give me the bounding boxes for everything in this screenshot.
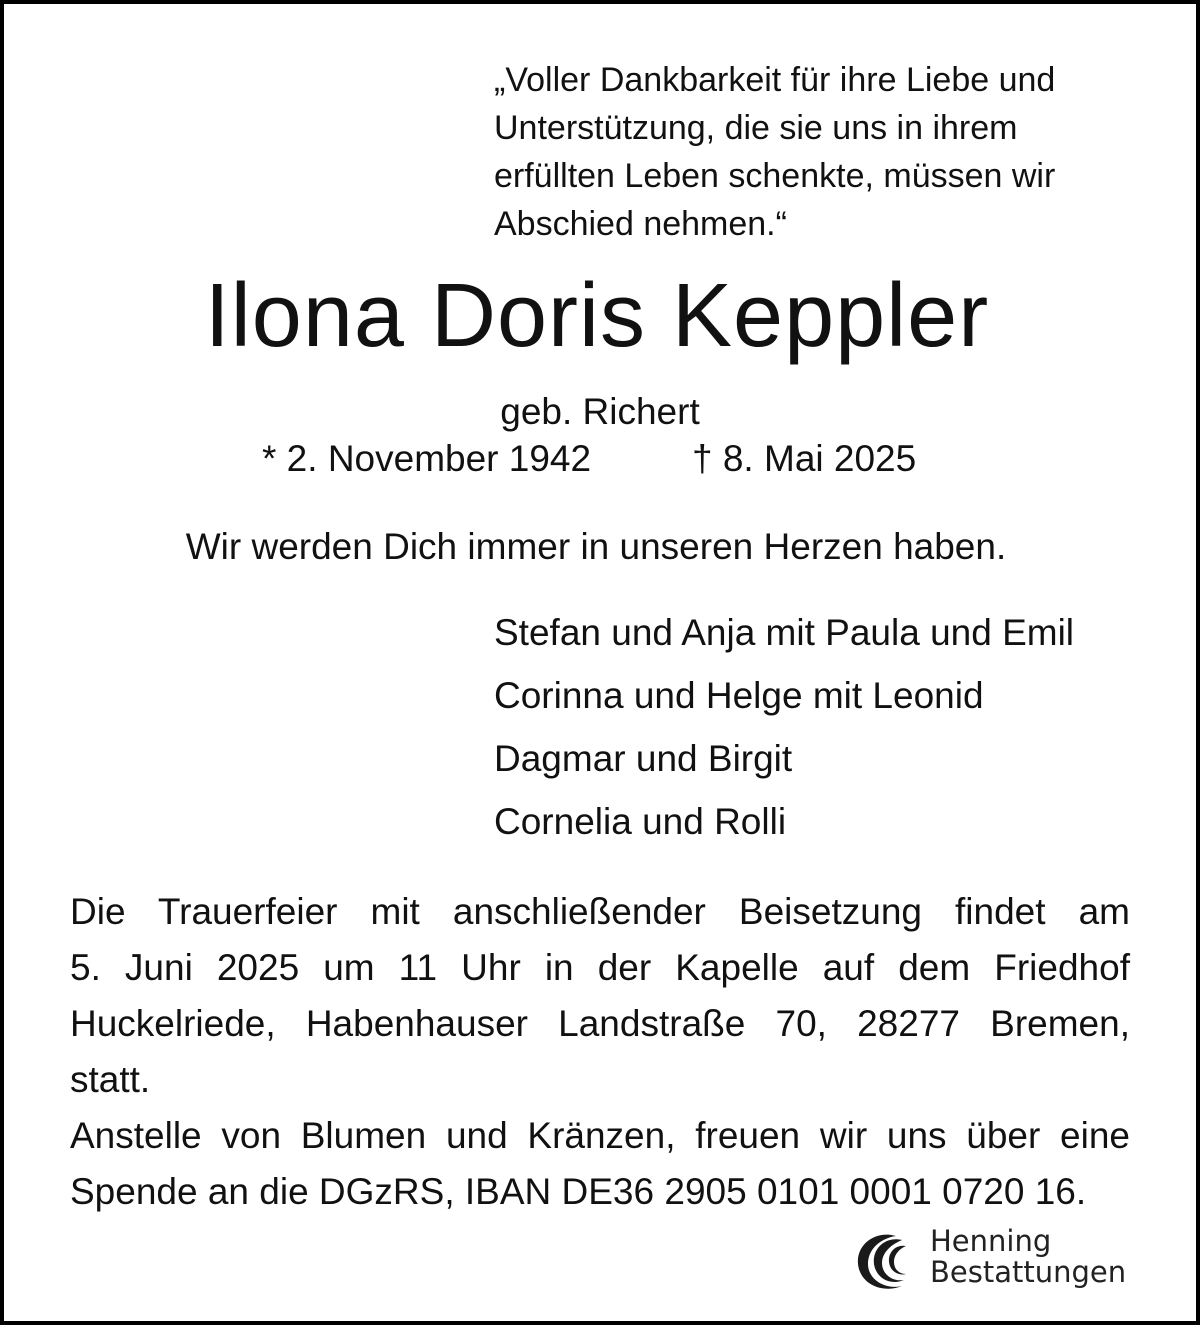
ceremony-paragraph bbox=[70, 884, 1130, 1108]
death-date: † 8. Mai 2025 bbox=[692, 438, 917, 479]
logo-line-1: Henning bbox=[930, 1224, 1052, 1258]
ceremony-line: 5. Juni 2025 um 11 Uhr in der Kapelle auf dem Friedhof bbox=[70, 947, 1130, 988]
mourner-entry: Cornelia und Rolli bbox=[494, 801, 787, 842]
logo-wordmark bbox=[930, 1226, 1126, 1288]
donation-line: Spende an die DGzRS, IBAN DE36 2905 0101 0001 0720 16. bbox=[70, 1171, 1087, 1212]
ceremony-line: Huckelriede, Habenhauser Landstraße 70, 28277 Bremen, bbox=[70, 1003, 1130, 1044]
crescent-swirl-icon bbox=[852, 1230, 918, 1294]
mourner-entry: Stefan und Anja mit Paula und Emil bbox=[494, 612, 1075, 653]
deceased-name: Ilona Doris Keppler bbox=[204, 266, 990, 366]
birth-name: geb. Richert bbox=[500, 391, 700, 432]
quote-line: Abschied nehmen.“ bbox=[494, 205, 787, 243]
donation-line: Anstelle von Blumen und Kränzen, freuen wir uns über eine bbox=[70, 1115, 1130, 1156]
quote-line: erfüllten Leben schenkte, müssen wir bbox=[494, 157, 1056, 195]
mourner-entry: Corinna und Helge mit Leonid bbox=[494, 675, 984, 716]
quote-line: Unterstützung, die sie uns in ihrem bbox=[494, 109, 1018, 147]
ceremony-line: Die Trauerfeier mit anschließender Beisetzung findet am bbox=[70, 891, 1130, 932]
mourners-list bbox=[494, 607, 1074, 859]
ceremony-info bbox=[70, 884, 1130, 1220]
mourner-entry: Dagmar und Birgit bbox=[494, 738, 793, 779]
donation-paragraph bbox=[70, 1108, 1130, 1220]
ceremony-line: statt. bbox=[70, 1059, 151, 1100]
funeral-home-logo bbox=[852, 1226, 1142, 1298]
logo-line-2: Bestattungen bbox=[930, 1255, 1127, 1289]
quote-block bbox=[494, 56, 1134, 248]
quote-line: „Voller Dankbarkeit für ihre Liebe und bbox=[494, 61, 1056, 99]
birth-date: * 2. November 1942 bbox=[262, 438, 592, 479]
motto: Wir werden Dich immer in unseren Herzen haben. bbox=[185, 526, 1007, 567]
